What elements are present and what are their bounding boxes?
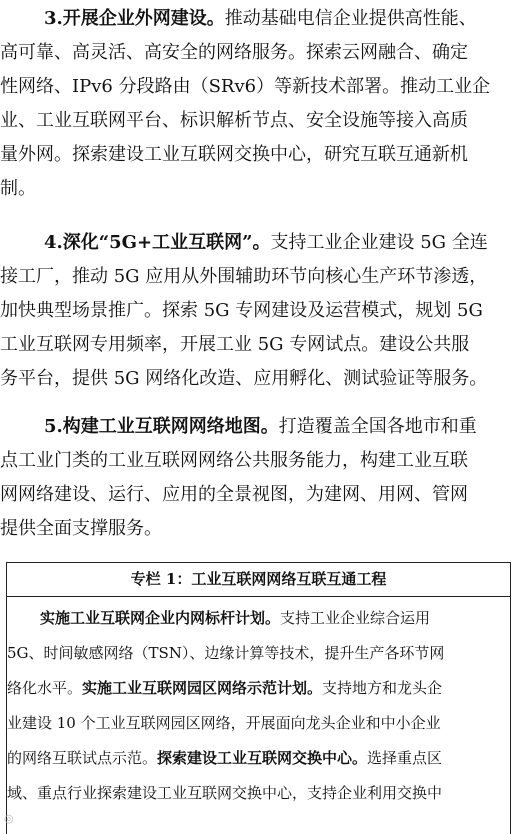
box-line-1: [7, 603, 523, 633]
box-line-5-pre: 的网络互联试点示范。: [7, 749, 158, 767]
section5-heading: 5.构建工业互联网网络地图。: [44, 416, 279, 437]
section5-text: 打造覆盖全国各地市和重: [278, 416, 477, 437]
box-plan-1-title: 实施工业互联网企业内网标杆计划。: [40, 609, 281, 627]
box-line-6: 域、重点行业探索建设工业互联网交换中心，支持企业利用交换中: [7, 784, 443, 802]
section3-text: 推动基础电信企业提供高性能、: [224, 8, 477, 29]
watermark: ◎: [4, 812, 14, 825]
section3-line-4: 业、工业互联网平台、标识解析节点、安全设施等接入高质: [0, 110, 468, 131]
column-box: [6, 562, 511, 834]
section4-line-1: [0, 226, 523, 260]
box-line-2: 5G、时间敏感网络（TSN）、边缘计算等技术，提升生产各环节网: [7, 644, 445, 662]
section4-line-2: 接工厂，推动 5G 应用从外围辅助环节向核心生产环节渗透，: [0, 266, 488, 287]
section5-line-2: 点工业门类的工业互联网网络公共服务能力，构建工业互联: [0, 450, 468, 471]
section3-heading: 3.开展企业外网建设。: [44, 8, 225, 29]
section4-line-5: 务平台，提供 5G 网络化改造、应用孵化、测试验证等服务。: [0, 368, 488, 389]
box-line-4: 业建设 10 个工业互联网园区网络，开展面向龙头企业和中小企业: [7, 714, 441, 732]
section4-text: 支持工业企业建设 5G 全连: [270, 232, 488, 253]
box-line-1-text: 支持工业企业综合运用: [280, 609, 431, 627]
box-line-5: [7, 743, 512, 773]
box-line-3-pre: 络化水平。: [7, 679, 83, 697]
section3-line-2: 高可靠、高灵活、高安全的网络服务。探索云网融合、确定: [0, 42, 468, 63]
box-line-3: [7, 673, 512, 703]
box-line-3-text: 支持地方和龙头企: [322, 679, 443, 697]
section4-heading: 4.深化“5G+工业互联网”。: [44, 232, 271, 253]
box-line-5-text: 选择重点区: [367, 749, 443, 767]
section3-line-3: 性网络、IPv6 分段路由（SRv6）等新技术部署。推动工业企: [0, 76, 491, 97]
section5-line-3: 网网络建设、运行、应用的全景视图，为建网、用网、管网: [0, 484, 468, 505]
section3-line-1: [0, 2, 523, 36]
section5-line-1: [0, 410, 523, 444]
column-box-title: 专栏 1：工业互联网网络互联互通工程: [7, 563, 510, 597]
box-plan-2-title: 实施工业互联网园区网络示范计划。: [82, 679, 323, 697]
section4-line-3: 加快典型场景推广。探索 5G 专网建设及运营模式，规划 5G: [0, 300, 483, 321]
box-plan-3-title: 探索建设工业互联网交换中心。: [157, 749, 368, 767]
section3-line-6: 制。: [0, 178, 36, 199]
section3-line-5: 量外网。探索建设工业互联网交换中心，研究互联互通新机: [0, 144, 468, 165]
section5-line-4: 提供全面支撑服务。: [0, 518, 162, 539]
section4-line-4: 工业互联网专用频率，开展工业 5G 专网试点。建设公共服: [0, 334, 470, 355]
